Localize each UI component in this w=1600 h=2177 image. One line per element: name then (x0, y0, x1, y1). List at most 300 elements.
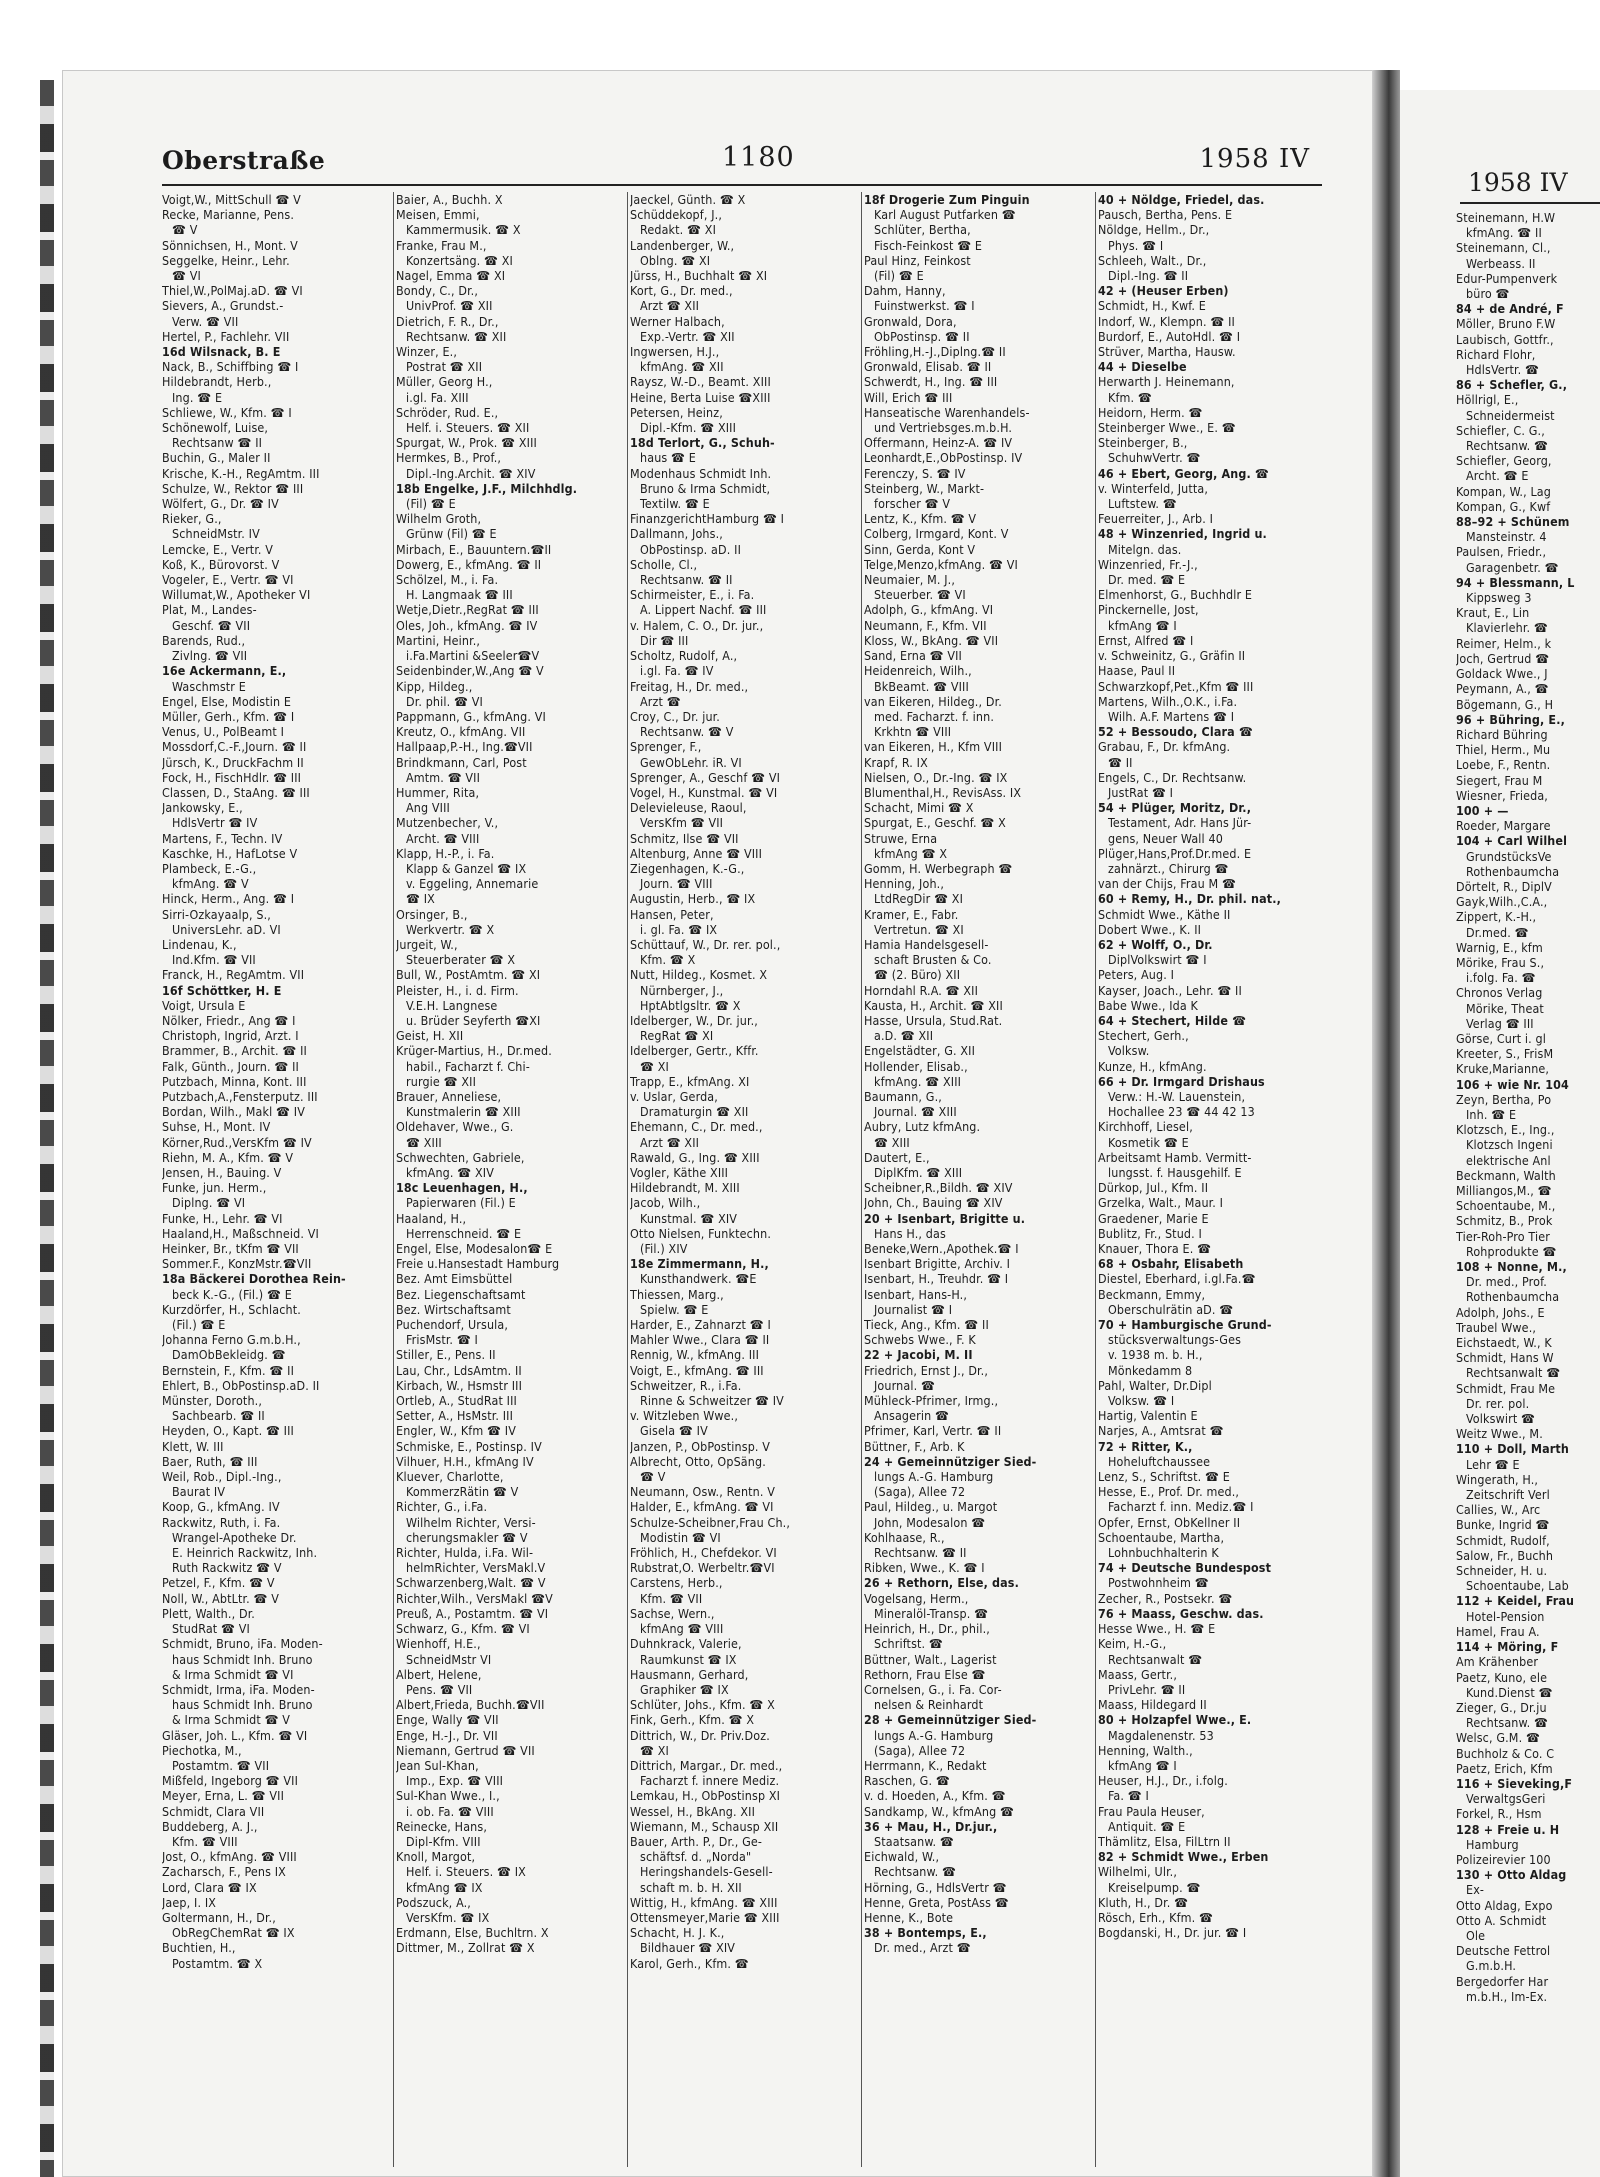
directory-entry: Kompan, G., Kwf (1456, 498, 1551, 514)
directory-entry: kfmAng. ☎ XII (640, 359, 724, 375)
directory-entry: Offermann, Heinz-A. ☎ IV (864, 435, 1013, 451)
directory-entry: Wiemann, M., Schausp XII (630, 1818, 779, 1834)
directory-entry: Martens, F., Techn. IV (162, 830, 283, 846)
directory-entry: Suhse, H., Mont. IV (162, 1119, 271, 1135)
directory-entry: Kramer, E., Fabr. (864, 906, 959, 922)
directory-entry: Steinberg, W., Markt- (864, 480, 985, 496)
directory-entry: ObPostinsp. ☎ II (874, 328, 970, 344)
directory-entry: Duhnkrack, Valerie, (630, 1636, 742, 1652)
directory-entry: Wingerath, H., (1456, 1471, 1539, 1487)
directory-entry: Altenburg, Anne ☎ VIII (630, 845, 763, 861)
directory-entry: Idelberger, Gertr., Kffr. (630, 1043, 759, 1059)
directory-entry: 114 + Möring, F (1456, 1639, 1559, 1655)
directory-entry: Johanna Ferno G.m.b.H., (162, 1332, 301, 1348)
directory-entry: Christoph, Ingrid, Arzt. I (162, 1028, 299, 1044)
directory-entry: Dobert Wwe., K. II (1098, 921, 1202, 937)
directory-entry: Eichwald, W., (864, 1849, 940, 1865)
directory-entry: Gronwald, Dora, (864, 313, 957, 329)
directory-entry: lungsst. f. Hausgehilf. E (1108, 1165, 1242, 1180)
directory-entry: Rieker, G., (162, 511, 222, 527)
directory-entry: Aubry, Lutz kfmAng. (864, 1119, 981, 1135)
directory-entry: Sprenger, F., (630, 739, 702, 755)
directory-entry: 16f Schöttker, H. E (162, 982, 282, 998)
directory-entry: Schulze, W., Rektor ☎ III (162, 480, 304, 496)
directory-entry: und Vertriebsges.m.b.H. (874, 420, 1013, 436)
directory-column-4 (864, 192, 1092, 2167)
directory-entry: Putzbach, Minna, Kont. III (162, 1073, 307, 1089)
directory-entry: Weil, Rob., Dipl.-Ing., (162, 1469, 282, 1485)
directory-entry: Rechtsanw. ☎ II (874, 1545, 967, 1561)
directory-entry: Meyer, Erna, L. ☎ VII (162, 1788, 285, 1804)
directory-entry: Lindenau, K., (162, 936, 237, 952)
directory-entry: Schönewolf, Luise, (162, 420, 269, 436)
directory-entry: Journ. ☎ VIII (640, 876, 713, 892)
directory-entry: Steuerber. ☎ VI (874, 587, 966, 603)
directory-entry: Baier, A., Buchh. X (396, 192, 503, 207)
directory-entry: Opfer, Ernst, ObKellner II (1098, 1514, 1241, 1530)
directory-entry: Koß, K., Bürovorst. V (162, 556, 280, 572)
directory-entry: Schmitz, B., Prok (1456, 1213, 1553, 1229)
directory-entry: Paul Hinz, Feinkost (864, 252, 971, 268)
directory-entry: Klotzsch, E., Ing., (1456, 1122, 1555, 1138)
directory-entry: Lehr ☎ E (1466, 1456, 1520, 1472)
directory-entry: Siegert, Frau M (1456, 772, 1543, 788)
column-separator (393, 192, 394, 2167)
directory-entry: Heinker, Br., tKfm ☎ VII (162, 1241, 299, 1257)
directory-entry: Lemcke, E., Vertr. V (162, 541, 274, 557)
directory-entry: Koop, G., kfmAng. IV (162, 1499, 280, 1515)
next-page-fragment (1400, 90, 1600, 2177)
directory-entry: Rethorn, Frau Else ☎ (864, 1666, 986, 1682)
directory-entry: van der Chijs, Frau M ☎ (1098, 876, 1237, 892)
directory-entry: Jaeckel, Günth. ☎ X (630, 192, 746, 207)
directory-entry: Verlag ☎ III (1466, 1015, 1534, 1031)
directory-entry: Facharzt f. innere Mediz. (640, 1773, 780, 1789)
directory-entry: 46 + Ebert, Georg, Ang. ☎ (1098, 465, 1269, 481)
directory-entry: Martens, Wilh.,O.K., i.Fa. (1098, 693, 1238, 709)
directory-entry: Sul-Khan Wwe., I., (396, 1788, 500, 1804)
directory-entry: Büttner, F., Arb. K (864, 1438, 965, 1454)
directory-entry: A. Lippert Nachf. ☎ III (640, 602, 767, 618)
directory-entry: Reimer, Helm., k (1456, 635, 1552, 651)
directory-entry: Sachbearb. ☎ II (172, 1408, 265, 1424)
directory-entry: Jaep, I. IX (162, 1894, 217, 1910)
directory-entry: 112 + Keidel, Frau (1456, 1593, 1575, 1609)
directory-entry: Ottensmeyer,Marie ☎ XIII (630, 1909, 780, 1925)
directory-entry: Rackwitz, Ruth, i. Fa. (162, 1514, 281, 1530)
directory-entry: Kort, G., Dr. med., (630, 283, 733, 299)
directory-entry: Goldack Wwe., J (1456, 666, 1548, 682)
directory-entry: Modenhaus Schmidt Inh. (630, 465, 772, 481)
directory-entry: Mönkedamm 8 (1108, 1362, 1193, 1378)
directory-entry: Ehemann, C., Dr. med., (630, 1119, 763, 1135)
directory-entry: Plat, M., Landes- (162, 602, 257, 618)
directory-entry: Kund.Dienst ☎ (1466, 1684, 1553, 1700)
directory-entry: Kosmetik ☎ E (1108, 1134, 1189, 1150)
directory-entry: Babe Wwe., Ida K (1098, 997, 1199, 1013)
directory-entry: Kfm. ☎ (1108, 389, 1152, 405)
directory-entry: Lentz, K., Kfm. ☎ V (864, 511, 977, 527)
directory-entry: 60 + Remy, H., Dr. phil. nat., (1098, 891, 1281, 907)
directory-entry: Verw. ☎ VII (172, 313, 239, 329)
directory-entry: Rennig, W., kfmAng. III (630, 1347, 760, 1363)
directory-entry: Hesse, E., Prof. Dr. med., (1098, 1484, 1240, 1500)
directory-entry: Zeitschrift Verl (1466, 1487, 1550, 1503)
directory-entry: Delevieleuse, Raoul, (630, 800, 747, 816)
directory-entry: Beckmann, Emmy, (1098, 1286, 1206, 1302)
directory-entry: schäftsf. d. „Norda" (640, 1849, 752, 1865)
directory-entry: Rechtsanw ☎ II (172, 435, 263, 451)
directory-entry: Garagenbetr. ☎ (1466, 559, 1559, 575)
directory-entry: Rothenbaumcha (1466, 863, 1560, 879)
directory-entry: Klapp & Ganzel ☎ IX (406, 860, 527, 876)
directory-entry: Kreutz, O., kfmAng. VII (396, 724, 526, 740)
directory-entry: Werkvertr. ☎ X (406, 921, 495, 937)
directory-entry: Steinberger Wwe., E. ☎ (1098, 420, 1236, 436)
next-page-header-rule (1460, 202, 1600, 204)
directory-entry: Narjes, A., Amtsrat ☎ (1098, 1423, 1224, 1439)
directory-entry: VerwaltgsGeri (1466, 1791, 1546, 1807)
directory-entry: Textilw. ☎ E (640, 496, 710, 512)
directory-entry: H. Langmaak ☎ III (406, 587, 513, 603)
directory-entry: Kunstmal. ☎ XIV (640, 1210, 738, 1226)
directory-entry: Schmidt, Hans W (1456, 1350, 1554, 1366)
directory-entry: Leonhardt,E.,ObPostinsp. IV (864, 450, 1023, 466)
directory-entry: Kluth, H., Dr. ☎ (1098, 1894, 1189, 1910)
directory-entry: Nagel, Emma ☎ XI (396, 268, 506, 284)
directory-entry: Kurzdörfer, H., Schlacht. (162, 1301, 301, 1317)
directory-entry: Feuerreiter, J., Arb. I (1098, 511, 1214, 527)
directory-entry: büro ☎ (1466, 286, 1510, 302)
directory-entry: UnivProf. ☎ XII (406, 298, 493, 314)
directory-entry: Dr. med., Arzt ☎ (874, 1940, 971, 1956)
directory-entry: DiplVolkswirt ☎ I (1108, 952, 1207, 968)
directory-entry: Wittig, H., kfmAng. ☎ XIII (630, 1894, 778, 1910)
directory-entry: 48 + Winzenried, Ingrid u. (1098, 526, 1267, 542)
directory-entry: Bunke, Ingrid ☎ (1456, 1517, 1550, 1533)
directory-entry: Plambeck, E.-G., (162, 860, 257, 876)
directory-entry: Klett, W. III (162, 1438, 224, 1454)
directory-entry: i.folg. Fa. ☎ (1466, 970, 1536, 986)
directory-entry: Cornelsen, G., i. Fa. Cor- (864, 1681, 1002, 1697)
directory-entry: Pleister, H., i. d. Firm. (396, 982, 519, 998)
directory-entry: Richter, Hulda, i.Fa. Wil- (396, 1545, 534, 1561)
directory-entry: Heinrich, H., Dr., phil., (864, 1621, 990, 1637)
directory-entry: Albert,Frieda, Buchh.☎VII (396, 1697, 545, 1713)
directory-entry: Goltermann, H., Dr., (162, 1909, 276, 1925)
directory-entry: 24 + Gemeinnütziger Sied- (864, 1453, 1037, 1469)
directory-entry: Jacob, Wilh., (630, 1195, 701, 1211)
directory-entry: Postrat ☎ XII (406, 359, 483, 375)
directory-entry: Schirmeister, E., i. Fa. (630, 587, 755, 603)
directory-entry: Hörning, G., HdlsVertr ☎ (864, 1879, 1007, 1895)
directory-entry: Peters, Aug. I (1098, 967, 1175, 983)
directory-entry: Spurgat, E., Geschf. ☎ X (864, 815, 1006, 831)
directory-entry: Vogeler, E., Vertr. ☎ VI (162, 572, 294, 588)
directory-entry: Sand, Erna ☎ VII (864, 648, 962, 664)
directory-entry: Engels, C., Dr. Rechtsanw. (1098, 769, 1247, 785)
directory-entry: Enge, Wally ☎ VII (396, 1712, 499, 1728)
directory-entry: Dr.med. ☎ (1466, 924, 1529, 940)
directory-entry: Steinberger, B., (1098, 435, 1188, 451)
directory-entry: Pahl, Walter, Dr.Dipl (1098, 1377, 1212, 1393)
directory-entry: Rechtsanw. ☎ XII (406, 328, 507, 344)
directory-entry: Riehn, M. A., Kfm. ☎ V (162, 1149, 294, 1165)
directory-entry: Orsinger, B., (396, 906, 468, 922)
directory-entry: JustRat ☎ I (1108, 784, 1174, 800)
directory-entry: Classen, D., StaAng. ☎ III (162, 784, 310, 800)
directory-entry: Ex- (1466, 1882, 1485, 1898)
directory-entry: Kirchhoff, Liesel, (1098, 1119, 1193, 1135)
directory-entry: Kausta, H., Archit. ☎ XII (864, 997, 1003, 1013)
directory-entry: Rechtsanwalt ☎ (1108, 1651, 1203, 1667)
directory-entry: V.E.H. Langnese (406, 997, 498, 1013)
directory-entry: Kfm. ☎ X (640, 952, 696, 968)
directory-entry: Schulze-Scheibner,Frau Ch., (630, 1514, 791, 1530)
directory-entry: Schmidt, Irma, iFa. Moden- (162, 1681, 315, 1697)
directory-entry: Mahler Wwe., Clara ☎ II (630, 1332, 770, 1348)
directory-entry: Elmenhorst, G., Buchhdlr E (1098, 587, 1253, 603)
directory-entry: & Irma Schmidt ☎ VI (172, 1666, 294, 1682)
directory-entry: kfmAng. ☎ XIII (874, 1073, 962, 1089)
directory-entry: Hotel-Pension (1466, 1608, 1545, 1624)
directory-entry: u. Brüder Seyferth ☎XI (406, 1012, 541, 1028)
directory-entry: Carstens, Herb., (630, 1575, 723, 1591)
directory-entry: Haase, Paul II (1098, 663, 1176, 679)
directory-entry: Meisen, Emmi, (396, 207, 480, 223)
next-page-column (1456, 210, 1600, 2170)
directory-entry: Dietrich, F. R., Dr., (396, 313, 499, 329)
directory-entry: Puchendorf, Ursula, (396, 1317, 509, 1333)
directory-entry: Keim, H.-G., (1098, 1636, 1167, 1652)
directory-entry: Zeyn, Bertha, Po (1456, 1091, 1552, 1107)
directory-entry: Warnig, E., kfm (1456, 939, 1543, 955)
directory-column-1 (162, 192, 390, 2167)
directory-entry: Karl August Putfarken ☎ (874, 207, 1016, 223)
directory-entry: Sievers, A., Grundst.- (162, 298, 284, 314)
directory-entry: Grünw (Fil) ☎ E (406, 526, 497, 542)
directory-entry: DamObBekleidg. ☎ (172, 1347, 286, 1363)
directory-entry: Kfm. ☎ VII (640, 1590, 703, 1606)
directory-entry: Vilhuer, H.H., kfmAng IV (396, 1453, 534, 1469)
directory-entry: Friedrich, Ernst J., Dr., (864, 1362, 989, 1378)
directory-entry: Schoentaube, M., (1456, 1198, 1556, 1214)
directory-entry: Dir ☎ III (640, 632, 689, 648)
directory-entry: SchneidMstr VI (406, 1651, 492, 1667)
directory-entry: Schölzel, M., i. Fa. (396, 572, 499, 588)
directory-entry: Schwechten, Gabriele, (396, 1149, 525, 1165)
directory-entry: Magdalenenstr. 53 (1108, 1727, 1214, 1743)
directory-entry: 64 + Stechert, Hilde ☎ (1098, 1012, 1247, 1028)
directory-entry: Bez. Amt Eimsbüttel (396, 1271, 513, 1287)
directory-entry: Schmiske, E., Postinsp. IV (396, 1438, 542, 1454)
directory-entry: Hallpaap,P.-H., Ing.☎VII (396, 739, 533, 755)
directory-entry: 128 + Freie u. H (1456, 1821, 1560, 1837)
directory-entry: Volkswirt ☎ (1466, 1411, 1536, 1427)
directory-entry: Voigt, Ursula E (162, 997, 246, 1013)
directory-entry: Bogdanski, H., Dr. jur. ☎ I (1098, 1925, 1247, 1941)
directory-entry: Herrenschneid. ☎ E (406, 1225, 522, 1241)
directory-entry: Fröhling,H.-J.,Diplng.☎ II (864, 344, 1006, 360)
directory-entry: Dowerg, E., kfmAng. ☎ II (396, 556, 542, 572)
directory-entry: Am Krähenber (1456, 1654, 1539, 1670)
directory-entry: Schriftst. ☎ (874, 1636, 943, 1652)
directory-entry: Schwarzkopf,Pet.,Kfm ☎ III (1098, 678, 1254, 694)
directory-entry: 16d Wilsnack, B. E (162, 344, 281, 360)
directory-entry: 40 + Nöldge, Friedel, das. (1098, 192, 1265, 207)
directory-entry: v. Winterfeld, Jutta, (1098, 480, 1209, 496)
directory-entry: Lohnbuchhalterin K (1108, 1545, 1219, 1561)
directory-entry: Falk, Günth., Journ. ☎ II (162, 1058, 299, 1074)
directory-entry: schaft m. b. H. XII (640, 1879, 742, 1895)
directory-entry: Podszuck, A., (396, 1894, 471, 1910)
directory-entry: Ruth Rackwitz ☎ V (172, 1560, 282, 1576)
directory-entry: Schmidt, H., Kwf. E (1098, 298, 1206, 314)
directory-entry: Schacht, H. J. K., (630, 1925, 725, 1941)
directory-entry: Richard Flohr, (1456, 346, 1536, 362)
directory-entry: Ole (1466, 1927, 1486, 1943)
directory-entry: Werbeass. II (1466, 255, 1536, 271)
directory-entry: Hartig, Valentin E (1098, 1408, 1198, 1424)
directory-entry: G.m.b.H. (1466, 1958, 1517, 1974)
directory-entry: haus ☎ E (640, 450, 696, 466)
directory-entry: Nürnberger, J., (640, 982, 724, 998)
directory-entry: Jankowsky, E., (162, 800, 243, 816)
directory-entry: Schwerdt, H., Ing. ☎ III (864, 374, 998, 390)
directory-entry: forscher ☎ V (874, 496, 951, 512)
binding-gutter (0, 0, 42, 2177)
directory-entry: Engelstädter, G. XII (864, 1043, 976, 1059)
directory-entry: Amtm. ☎ VII (406, 769, 481, 785)
directory-entry: ObPostinsp. aD. II (640, 541, 742, 557)
directory-entry: Landenberger, W., (630, 237, 735, 253)
directory-entry: VersKfm ☎ VII (640, 815, 724, 831)
directory-entry: Ernst, Alfred ☎ I (1098, 632, 1194, 648)
directory-entry: BkBeamt. ☎ VIII (874, 678, 969, 694)
directory-entry: Dipl.-Ing.Archit. ☎ XIV (406, 465, 536, 481)
directory-entry: (Fil) ☎ E (406, 496, 456, 512)
directory-entry: Schiefler, Georg, (1456, 453, 1552, 469)
directory-entry: Helf. i. Steuers. ☎ XII (406, 420, 530, 436)
directory-entry: ☎ VI (172, 268, 201, 284)
directory-entry: Albert, Helene, (396, 1666, 482, 1682)
directory-entry: ☎ V (172, 222, 198, 238)
directory-entry: med. Facharzt. f. inn. (874, 708, 995, 724)
directory-entry: Mühleck-Pfrimer, Irmg., (864, 1393, 999, 1409)
directory-entry: ☎ II (1108, 754, 1133, 770)
directory-entry: Hochallee 23 ☎ 44 42 13 (1108, 1104, 1255, 1120)
directory-entry: Vogel, H., Kunstmal. ☎ VI (630, 784, 778, 800)
directory-entry: Harder, E., Zahnarzt ☎ I (630, 1317, 771, 1333)
directory-entry: 42 + (Heuser Erben) (1098, 283, 1229, 299)
directory-entry: Hollender, Elisab., (864, 1058, 968, 1074)
directory-entry: Schmidt Wwe., Käthe II (1098, 906, 1231, 922)
directory-entry: Sinn, Gerda, Kont V (864, 541, 976, 557)
directory-entry: Winzer, E., (396, 344, 458, 360)
directory-entry: Postwohnheim ☎ (1108, 1575, 1209, 1591)
directory-entry: Janzen, P., ObPostinsp. V (630, 1438, 771, 1454)
directory-entry: Nielsen, O., Dr.-Ing. ☎ IX (864, 769, 1008, 785)
directory-entry: Recke, Marianne, Pens. (162, 207, 295, 223)
directory-entry: Pausch, Bertha, Pens. E (1098, 207, 1233, 223)
directory-entry: Buchin, G., Maler II (162, 450, 271, 466)
directory-entry: ☎ XI (640, 1742, 669, 1758)
directory-entry: Steinemann, Cl., (1456, 240, 1551, 256)
directory-entry: Vogler, Käthe XIII (630, 1165, 729, 1180)
directory-entry: Paetz, Kuno, ele (1456, 1669, 1548, 1685)
directory-entry: Phys. ☎ I (1108, 237, 1164, 253)
directory-entry: Arzt ☎ XII (640, 1134, 700, 1150)
directory-entry: 18e Zimmermann, H., (630, 1256, 769, 1272)
directory-entry: Lemkau, H., ObPostinsp XI (630, 1788, 781, 1804)
directory-entry: Dörtelt, R., DiplV (1456, 878, 1552, 894)
directory-entry: SchuhwVertr. ☎ (1108, 450, 1201, 466)
directory-entry: Kohlhaase, R., (864, 1529, 945, 1545)
directory-entry: Klavierlehr. ☎ (1466, 620, 1548, 636)
directory-entry: Hans H., das (874, 1225, 946, 1241)
directory-entry: Kompan, W., Lag (1456, 483, 1552, 499)
directory-entry: Richter, G., i.Fa. (396, 1499, 488, 1515)
directory-entry: Müller, Georg H., (396, 374, 493, 390)
year-volume: 1958 IV (1199, 144, 1310, 174)
directory-entry: Krapf, R. IX (864, 754, 928, 770)
directory-entry: Traubel Wwe., (1456, 1319, 1537, 1335)
directory-entry: Geist, H. XII (396, 1028, 464, 1044)
directory-entry: kfmAng ☎ I (1108, 1757, 1177, 1773)
directory-entry: ☎ (2. Büro) XII (874, 967, 961, 983)
directory-entry: Hermkes, B., Prof., (396, 450, 502, 466)
directory-entry: Journal. ☎ (874, 1377, 935, 1393)
directory-entry: Diestel, Eberhard, i.gl.Fa.☎ (1098, 1271, 1256, 1287)
directory-entry: Fink, Gerh., Kfm. ☎ X (630, 1712, 755, 1728)
directory-entry: Rubstrat,O. Werbeltr.☎VI (630, 1560, 775, 1576)
directory-entry: Zecher, R., Postsekr. ☎ (1098, 1590, 1233, 1606)
directory-entry: Frau Paula Heuser, (1098, 1803, 1205, 1819)
directory-entry: Zippert, K.-H., (1456, 909, 1537, 925)
directory-entry: Hamel, Frau A. (1456, 1623, 1540, 1639)
directory-entry: Jürsch, K., DruckFachm II (162, 754, 304, 770)
directory-entry: Jean Sul-Khan, (396, 1757, 479, 1773)
directory-entry: 82 + Schmidt Wwe., Erben (1098, 1849, 1269, 1865)
directory-entry: Baer, Ruth, ☎ III (162, 1453, 258, 1469)
directory-entry: Hamia Handelsgesell- (864, 936, 989, 952)
directory-entry: Erdmann, Else, Buchltrn. X (396, 1925, 549, 1941)
directory-entry: Wölfert, G., Dr. ☎ IV (162, 496, 279, 512)
directory-entry: kfmAng ☎ VIII (640, 1621, 724, 1637)
directory-entry: Zacharsch, F., Pens IX (162, 1864, 286, 1880)
directory-entry: Schlüter, Bertha, (874, 222, 971, 238)
directory-entry: VersKfm. ☎ IX (406, 1909, 490, 1925)
directory-entry: Schwebs Wwe., F. K (864, 1332, 976, 1348)
header-rule (162, 184, 1322, 186)
directory-entry: Schoentaube, Lab (1466, 1578, 1569, 1594)
directory-entry: i. gl. Fa. ☎ IX (640, 921, 718, 937)
directory-entry: Büttner, Walt., Lagerist (864, 1651, 997, 1667)
directory-entry: Preuß, A., Postamtm. ☎ VI (396, 1605, 549, 1621)
directory-entry: gens, Neuer Wall 40 (1108, 830, 1223, 846)
directory-entry: Oberschulrätin aD. ☎ (1108, 1301, 1234, 1317)
directory-entry: Adolph, Johs., E (1456, 1304, 1545, 1320)
directory-entry: Knoll, Margot, (396, 1849, 476, 1865)
column-separator (627, 192, 628, 2167)
directory-entry: Bauer, Arth. P., Dr., Ge- (630, 1833, 763, 1849)
directory-entry: Forkel, R., Hsm (1456, 1806, 1542, 1822)
directory-entry: Horndahl R.A. ☎ XII (864, 982, 979, 998)
directory-entry: Neumaier, M. J., (864, 572, 956, 588)
directory-entry: FinanzgerichtHamburg ☎ I (630, 511, 785, 527)
directory-entry: Edur-Pumpenverk (1456, 270, 1558, 286)
directory-entry: Dr. med., Prof. (1466, 1274, 1547, 1290)
